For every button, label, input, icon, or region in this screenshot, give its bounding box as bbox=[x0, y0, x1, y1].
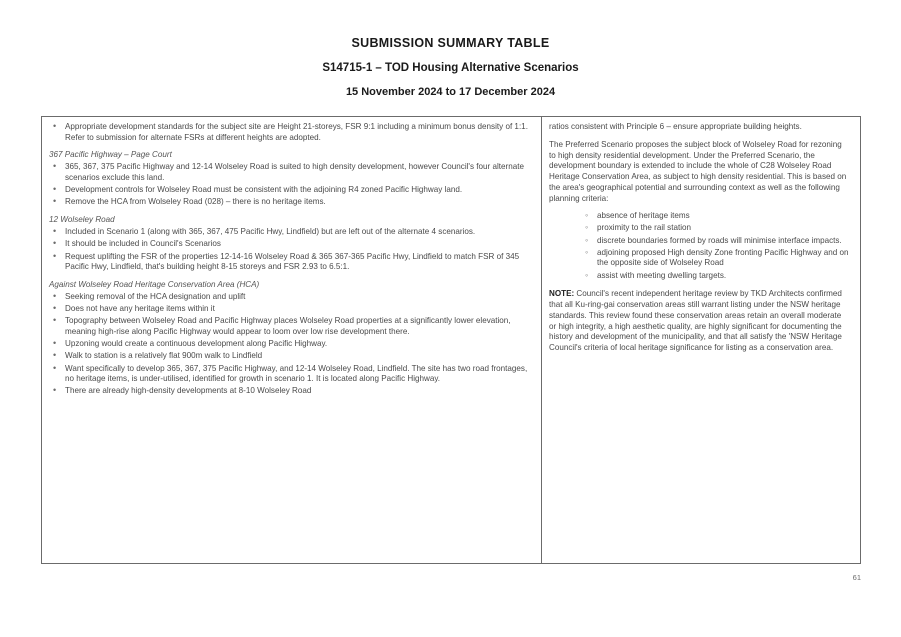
list-item: • Want specifically to develop 365, 367, 375 Pacific Highway, and 12-14 Wolseley Road, Lindfield. The site has two road frontages, no heritage items, is under-utilised, identified for growth in scenario 1. It is located along Pacific Highway. bbox=[49, 364, 534, 385]
list-item: • Does not have any heritage items within it bbox=[49, 304, 534, 315]
document-header bbox=[0, 0, 901, 98]
list-item: • Appropriate development standards for the subject site are Height 21-storeys, FSR 9:1 including a minimum bonus density of 1:1. Refer to submission for alternate FSRs at different heights are adopted. bbox=[49, 122, 534, 143]
list-item: ◦ absence of heritage items bbox=[585, 211, 850, 222]
section-heading: 12 Wolseley Road bbox=[49, 215, 115, 225]
section-against-hca bbox=[49, 280, 534, 397]
list-item: • Development controls for Wolseley Road must be consistent with the adjoining R4 zoned Pacific Highway land. bbox=[49, 185, 534, 196]
note-text: Council's recent independent heritage review by TKD Architects confirmed that all Ku-ring-gai conservation areas still warrant listing under the NSW heritage standards. This review found these conservation areas retain an overall moderate or high integrity, a high aesthetic quality, are highly significant for documenting the history and development of the municipality, and that all satisfy the 'NSW Heritage Council's criteria of local heritage significance for listing as a conservation area. bbox=[549, 289, 842, 353]
list-item: • Upzoning would create a continuous development along Pacific Highway. bbox=[49, 339, 534, 350]
list-item: ◦ proximity to the rail station bbox=[585, 223, 850, 234]
page-number: 61 bbox=[852, 573, 861, 582]
list-item: ◦ discrete boundaries formed by roads will minimise interface impacts. bbox=[585, 236, 850, 247]
list-item: • 365, 367, 375 Pacific Highway and 12-14 Wolseley Road is suited to high density development, however Council's four alternate scenarios exclude this land. bbox=[49, 162, 534, 183]
table-column-submission bbox=[42, 117, 542, 563]
list-item: • Included in Scenario 1 (along with 365, 367, 475 Pacific Hwy, Lindfield) but are left out of the alternate 4 scenarios. bbox=[49, 227, 534, 238]
response-note bbox=[549, 289, 850, 354]
list-item: • Seeking removal of the HCA designation and uplift bbox=[49, 292, 534, 303]
note-label: NOTE: bbox=[549, 289, 575, 299]
list-item: ◦ assist with meeting dwelling targets. bbox=[585, 271, 850, 282]
top-bullet-list bbox=[49, 122, 534, 143]
page-title: SUBMISSION SUMMARY TABLE bbox=[351, 36, 550, 50]
section-12-wolseley-road bbox=[49, 215, 534, 273]
list-item: • Walk to station is a relatively flat 900m walk to Lindfield bbox=[49, 351, 534, 362]
response-top-text: ratios consistent with Principle 6 – ensure appropriate building heights. bbox=[549, 122, 802, 131]
criteria-list bbox=[549, 211, 850, 281]
list-item: • Topography between Wolseley Road and Pacific Highway places Wolseley Road properties at a significantly lower elevation, meaning high-rise along Pacific Highway would appear to loom over low rise development there. bbox=[49, 316, 534, 337]
document-daterange: 15 November 2024 to 17 December 2024 bbox=[345, 86, 556, 98]
document-subtitle: S14715-1 – TOD Housing Alternative Scenarios bbox=[322, 62, 579, 74]
submission-summary-table bbox=[41, 116, 861, 564]
bullet-list bbox=[49, 162, 534, 208]
bullet-list bbox=[49, 292, 534, 397]
response-paragraph: The Preferred Scenario proposes the subject block of Wolseley Road for rezoning to high density residential development. Under the Preferred Scenario, the development boundary is extended to include the whole of C28 Wolseley Road Heritage Conservation Area, as subject to high density residential. This is based on the area's geographical potential and surrounding context as well as the following planning criteria: bbox=[549, 139, 847, 203]
section-heading: 367 Pacific Highway – Page Court bbox=[49, 150, 172, 160]
list-item: • There are already high-density developments at 8-10 Wolseley Road bbox=[49, 386, 534, 397]
list-item: • Remove the HCA from Wolseley Road (028) – there is no heritage items. bbox=[49, 197, 534, 208]
table-column-response bbox=[542, 117, 860, 563]
list-item: • Request uplifting the FSR of the properties 12-14-16 Wolseley Road & 365 367-365 Pacific Hwy, Lindfield to match FSR of 345 Pacific Hwy, Lindfield, that's building height 8-15 storeys and FSR 2.93 to 6.5:1. bbox=[49, 252, 534, 273]
section-page-court bbox=[49, 150, 534, 208]
list-item: ◦ adjoining proposed High density Zone fronting Pacific Highway and on the opposite side of Wolseley Road bbox=[585, 248, 850, 269]
bullet-list bbox=[49, 227, 534, 273]
list-item: • It should be included in Council's Scenarios bbox=[49, 239, 534, 250]
section-heading: Against Wolseley Road Heritage Conservation Area (HCA) bbox=[49, 279, 260, 289]
